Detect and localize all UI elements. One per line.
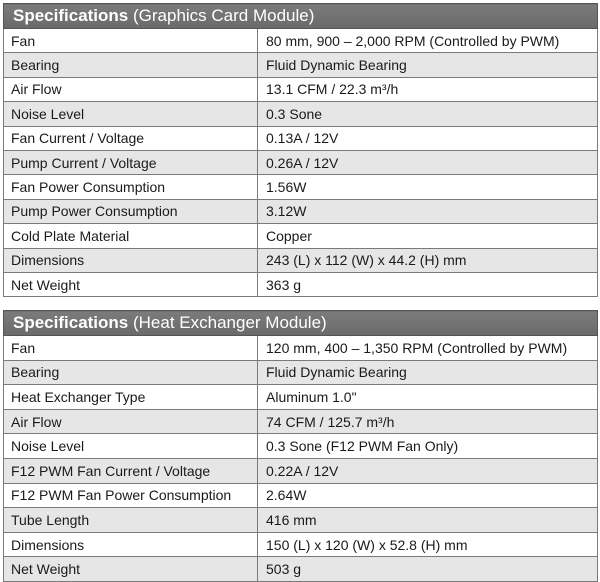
- spec-label: Fan: [4, 336, 258, 361]
- table-row: [4, 272, 598, 296]
- spec-label: Noise Level: [4, 102, 258, 126]
- spec-label: Fan Power Consumption: [4, 175, 258, 199]
- table-row: [4, 458, 598, 483]
- table-row: [4, 483, 598, 508]
- gpu-module-spec-table: [3, 3, 598, 297]
- table-row: [4, 126, 598, 150]
- spec-value: 243 (L) x 112 (W) x 44.2 (H) mm: [258, 248, 598, 272]
- table-row: [4, 224, 598, 248]
- title-rest: (Heat Exchanger Module): [128, 313, 327, 332]
- spec-value: 80 mm, 900 – 2,000 RPM (Controlled by PWM): [258, 29, 598, 53]
- spec-value: Fluid Dynamic Bearing: [258, 53, 598, 77]
- table-row: [4, 77, 598, 101]
- spec-label: Cold Plate Material: [4, 224, 258, 248]
- table-row: [4, 557, 598, 582]
- spec-value: 1.56W: [258, 175, 598, 199]
- spec-label: F12 PWM Fan Current / Voltage: [4, 458, 258, 483]
- spec-label: Fan: [4, 29, 258, 53]
- spec-value: Copper: [258, 224, 598, 248]
- spec-value: 120 mm, 400 – 1,350 RPM (Controlled by PWM): [258, 336, 598, 361]
- table-row: [4, 248, 598, 272]
- title-rest: (Graphics Card Module): [128, 6, 315, 25]
- spec-label: Bearing: [4, 360, 258, 385]
- spec-value: 0.3 Sone (F12 PWM Fan Only): [258, 434, 598, 459]
- hx-module-spec-table: [3, 310, 598, 582]
- spec-label: Net Weight: [4, 272, 258, 296]
- gpu-module-title: [4, 4, 598, 29]
- spec-value: 0.26A / 12V: [258, 150, 598, 174]
- table-row: [4, 385, 598, 410]
- title-bold: Specifications: [13, 6, 129, 25]
- spec-label: Noise Level: [4, 434, 258, 459]
- table-row: [4, 29, 598, 53]
- table-row: [4, 175, 598, 199]
- table-header: [4, 311, 598, 336]
- table-row: [4, 508, 598, 533]
- spec-label: Tube Length: [4, 508, 258, 533]
- spec-value: Fluid Dynamic Bearing: [258, 360, 598, 385]
- spec-label: Air Flow: [4, 77, 258, 101]
- table-row: [4, 360, 598, 385]
- table-row: [4, 409, 598, 434]
- spec-value: 0.22A / 12V: [258, 458, 598, 483]
- spec-label: Dimensions: [4, 248, 258, 272]
- spec-value: 0.3 Sone: [258, 102, 598, 126]
- table-row: [4, 434, 598, 459]
- spec-value: 3.12W: [258, 199, 598, 223]
- table-row: [4, 102, 598, 126]
- hx-module-title: [4, 311, 598, 336]
- title-bold: Specifications: [13, 313, 129, 332]
- spec-label: Net Weight: [4, 557, 258, 582]
- spec-value: 150 (L) x 120 (W) x 52.8 (H) mm: [258, 532, 598, 557]
- spec-label: Pump Power Consumption: [4, 199, 258, 223]
- spec-label: Bearing: [4, 53, 258, 77]
- table-row: [4, 150, 598, 174]
- spec-value: 416 mm: [258, 508, 598, 533]
- spec-value: 503 g: [258, 557, 598, 582]
- spec-value: 13.1 CFM / 22.3 m³/h: [258, 77, 598, 101]
- spec-value: Aluminum 1.0": [258, 385, 598, 410]
- spec-value: 2.64W: [258, 483, 598, 508]
- spec-label: Air Flow: [4, 409, 258, 434]
- spec-value: 74 CFM / 125.7 m³/h: [258, 409, 598, 434]
- spec-label: Dimensions: [4, 532, 258, 557]
- spec-label: Pump Current / Voltage: [4, 150, 258, 174]
- spec-value: 363 g: [258, 272, 598, 296]
- spec-value: 0.13A / 12V: [258, 126, 598, 150]
- table-row: [4, 53, 598, 77]
- table-header: [4, 4, 598, 29]
- spec-label: Heat Exchanger Type: [4, 385, 258, 410]
- table-row: [4, 199, 598, 223]
- spec-label: Fan Current / Voltage: [4, 126, 258, 150]
- spec-label: F12 PWM Fan Power Consumption: [4, 483, 258, 508]
- table-row: [4, 532, 598, 557]
- table-row: [4, 336, 598, 361]
